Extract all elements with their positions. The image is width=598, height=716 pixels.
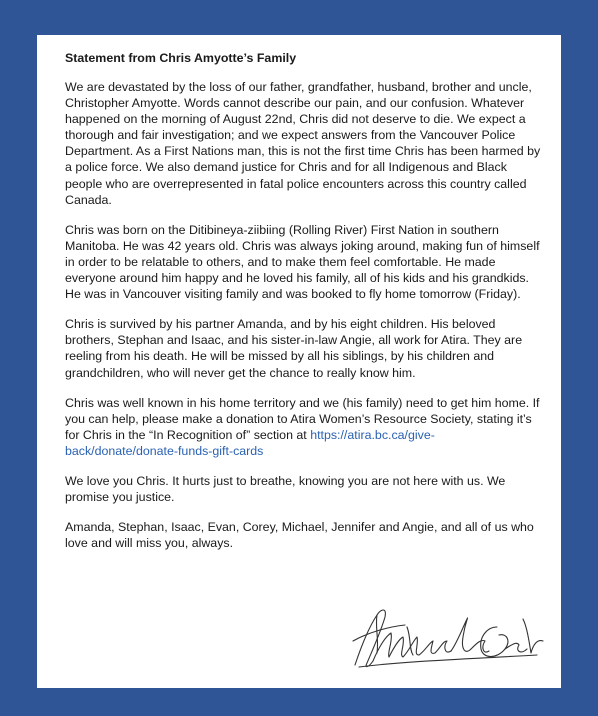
paragraph-6: Amanda, Stephan, Isaac, Evan, Corey, Michael, Jennifer and Angie, and all of us who love and will miss you, always. xyxy=(65,520,534,551)
paragraph-5: We love you Chris. It hurts just to breathe, knowing you are not here with us. We promise you justice. xyxy=(65,473,506,505)
statement-title: Statement from Chris Amyotte’s Family xyxy=(65,51,297,65)
paragraph-1: We are devastated by the loss of our father, grandfather, husband, brother and uncle, Christopher Amyotte. Words cannot describe our pain, and our confusion. Whatever happened on the morning of August 22nd, Chris did not deserve to die. We expect a thorough and fair investigation; and we expect answers from the Vancouver Police Department. As a First Nations man, this is not the first time Chris has been harmed by a police force. We also demand justice for Chris and for all Indigenous and Black people who are overrepresented in fatal police encounters across this country called Canada. xyxy=(65,80,541,207)
handwritten-signature xyxy=(347,597,552,677)
donation-link[interactable]: https://atira.bc.ca/give-back/donate/donate-funds-gift-cards xyxy=(65,427,435,458)
paragraph-3: Chris is survived by his partner Amanda, and by his eight children. His beloved brothers, Stephan and Isaac, and his sister-in-law Angie, all work for Atira. They are reeling from his death. He will be missed by all his siblings, by his children and grandchildren, who will never get the chance to really know him. xyxy=(65,317,523,380)
paragraph-2: Chris was born on the Ditibineya-ziibiing (Rolling River) First Nation in southern Manitoba. He was 42 years old. Chris was always joking around, making fun of himself in order to be relatable to others, and to make them feel comfortable. He made everyone around him happy and he loved his family, all of his kids and his grandkids. He was in Vancouver visiting family and was booked to fly home tomorrow (Friday). xyxy=(65,222,540,302)
statement-page xyxy=(37,35,561,688)
paragraph-4-text: Chris was well known in his home territory and we (his family) need to get him home. If you can help, please make a donation to Atira Women’s Resource Society, stating it’s for Chris in the “In Recognition of” section at xyxy=(65,395,540,442)
paragraph-4 xyxy=(65,395,543,459)
